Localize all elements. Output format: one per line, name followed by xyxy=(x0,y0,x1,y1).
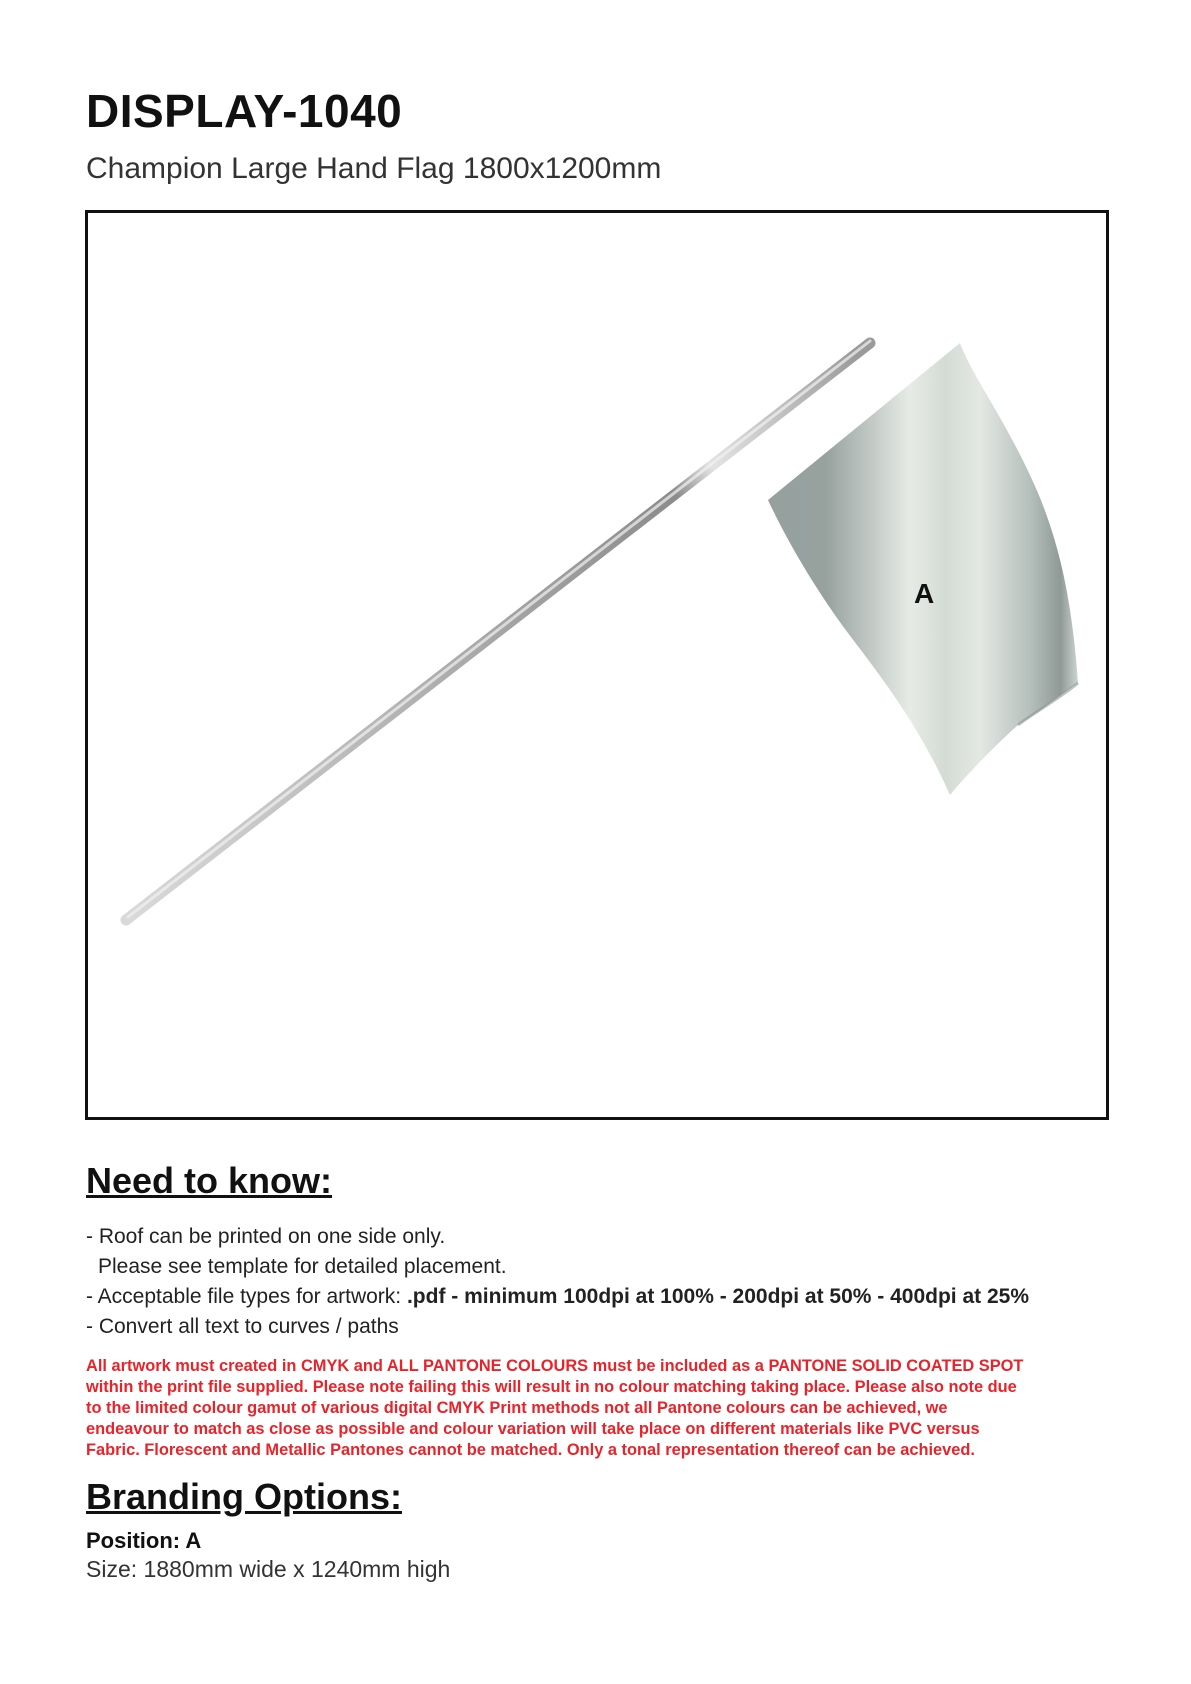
need-to-know-heading: Need to know: xyxy=(86,1160,333,1201)
product-illustration-frame xyxy=(85,210,1109,1120)
flag-cloth xyxy=(768,343,1078,795)
warning-line: within the print file supplied. Please note failing this will result in no colour matching taking place. Please also note due xyxy=(86,1378,1017,1396)
warning-line: Fabric. Florescent and Metallic Pantones cannot be matched. Only a tonal representation thereof can be achieved. xyxy=(86,1441,975,1459)
page-title: DISPLAY-1040 xyxy=(86,85,403,137)
colour-warning xyxy=(86,1356,1126,1461)
list-item: - Roof can be printed on one side only. xyxy=(86,1225,446,1248)
branding-position-label: A xyxy=(914,578,935,609)
branding-options-heading: Branding Options: xyxy=(86,1476,402,1517)
list-item: - Convert all text to curves / paths xyxy=(86,1315,399,1338)
product-subtitle: Champion Large Hand Flag 1800x1200mm xyxy=(86,152,662,185)
need-to-know-list xyxy=(86,1222,1029,1342)
warning-line: to the limited colour gamut of various digital CMYK Print methods not all Pantone colours can be achieved, we xyxy=(86,1399,948,1417)
position-title: Position: A xyxy=(86,1528,202,1553)
hand-flag-illustration xyxy=(88,213,1106,1117)
warning-line: All artwork must created in CMYK and ALL PANTONE COLOURS must be included as a PANTONE SOLID COATED SPOT xyxy=(86,1357,1024,1375)
warning-line: endeavour to match as close as possible and colour variation will take place on different materials like PVC versus xyxy=(86,1420,980,1438)
list-item-text: - Acceptable file types for artwork: xyxy=(86,1285,407,1308)
filetypes-emphasis: .pdf - minimum 100dpi at 100% - 200dpi at 50% - 400dpi at 25% xyxy=(406,1285,1029,1308)
list-item xyxy=(86,1282,1029,1312)
list-item: Please see template for detailed placement. xyxy=(98,1255,507,1278)
position-size: Size: 1880mm wide x 1240mm high xyxy=(86,1556,451,1582)
